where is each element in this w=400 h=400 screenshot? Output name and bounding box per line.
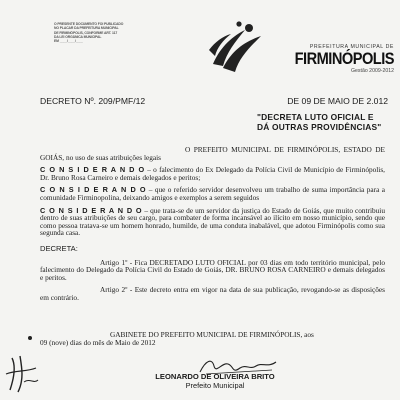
- intro-paragraph: O PREFEITO MUNICIPAL DE FIRMINÓPOLIS, ESTADO DE GOIÁS, no uso de suas atribuições legais: [40, 145, 385, 162]
- closing-date: 09 (nove) dias do mês de Maio de 2012: [40, 338, 156, 347]
- stamp-line: DE FIRMINÓPOLIS, CONFORME ART. 117: [54, 30, 118, 35]
- considering-text: – que trata-se de um servidor da justiça do Estado de Goiás, que muito contribuiu dentro de suas atribuições de seu cargo, para combater de forma incansável ao ilícito em nosso município, sendo que como pessoa tratava-se um homem honrado, humilde, de uma conduta inabalável, que adotou Firminópolis como sua segunda casa.: [40, 205, 385, 238]
- signatory-name: LEONARDO DE OLIVEIRA BRITO: [155, 372, 275, 381]
- signatory: [140, 372, 290, 390]
- stamp-line: DA LEI ORGÂNICA MUNICIPAL: [54, 34, 102, 39]
- considering-paragraph: [40, 166, 385, 181]
- considering-keyword: C O N S I D E R A N D O: [40, 165, 145, 175]
- ink-dot: [28, 336, 32, 340]
- decree-body: [40, 146, 385, 307]
- brand-term: Gestão 2009-2012: [351, 68, 394, 74]
- stamp-line: EM ____/____/____: [54, 39, 83, 44]
- decree-number: DECRETO Nº. 209/PMF/12: [40, 96, 146, 106]
- margin-initials: [2, 352, 42, 396]
- article-1: Artigo 1º - Fica DECRETADO LUTO OFICIAL por 03 dias em todo território municipal, pelo falecimento do Delegado da Polícia Civil do Estado de Goiás, DR. BRUNO ROSA CARNEIRO e demais delegados e peritos.: [40, 257, 385, 282]
- closing-block: [40, 331, 385, 347]
- municipal-logo-icon: [205, 20, 265, 76]
- considering-paragraph: [40, 186, 385, 201]
- stamp-line: NO PLACAR DA PREFEITURA MUNICIPAL: [54, 26, 119, 31]
- decree-subject: [257, 112, 397, 132]
- municipality-brand: [268, 44, 394, 74]
- considering-text: – que o referido servidor desenvolveu um trabalho de suma importância para a comunidade Firminopolina, deixando amigos e exemplos a serem seguidos: [40, 185, 385, 202]
- brand-name: FIRMINÓPOLIS: [294, 49, 394, 68]
- decree-date: DE 09 DE MAIO DE 2.012: [287, 96, 388, 106]
- subject-line: "DECRETA LUTO OFICIAL E: [257, 112, 374, 122]
- article-2: Artigo 2º - Este decreto entra em vigor na data de sua publicação, revogando-se as disposições em contrário.: [40, 285, 385, 302]
- considering-text: – o falecimento do Ex Delegado da Polícia Civil de Município de Firminópolis, Dr. Bruno Rosa Carneiro e demais delegados e peritos;: [40, 165, 385, 182]
- subject-line: DÁ OUTRAS PROVIDÊNCIAS": [257, 122, 382, 132]
- cabinet-line: GABINETE DO PREFEITO MUNICIPAL DE FIRMINÓPOLIS, aos: [110, 330, 314, 339]
- considering-keyword: C O N S I D E R A N D O: [40, 185, 147, 195]
- publication-stamp: [54, 22, 166, 43]
- decreta-heading: DECRETA:: [40, 243, 78, 253]
- signatory-role: Prefeito Municipal: [185, 381, 245, 390]
- considering-paragraph: [40, 207, 385, 237]
- stamp-line: O PRESENTE DOCUMENTO FOI PUBLICADO: [54, 22, 124, 26]
- brand-subtitle: PREFEITURA MUNICIPAL DE: [309, 44, 394, 50]
- considering-keyword: C O N S I D E R A N D O: [40, 205, 143, 215]
